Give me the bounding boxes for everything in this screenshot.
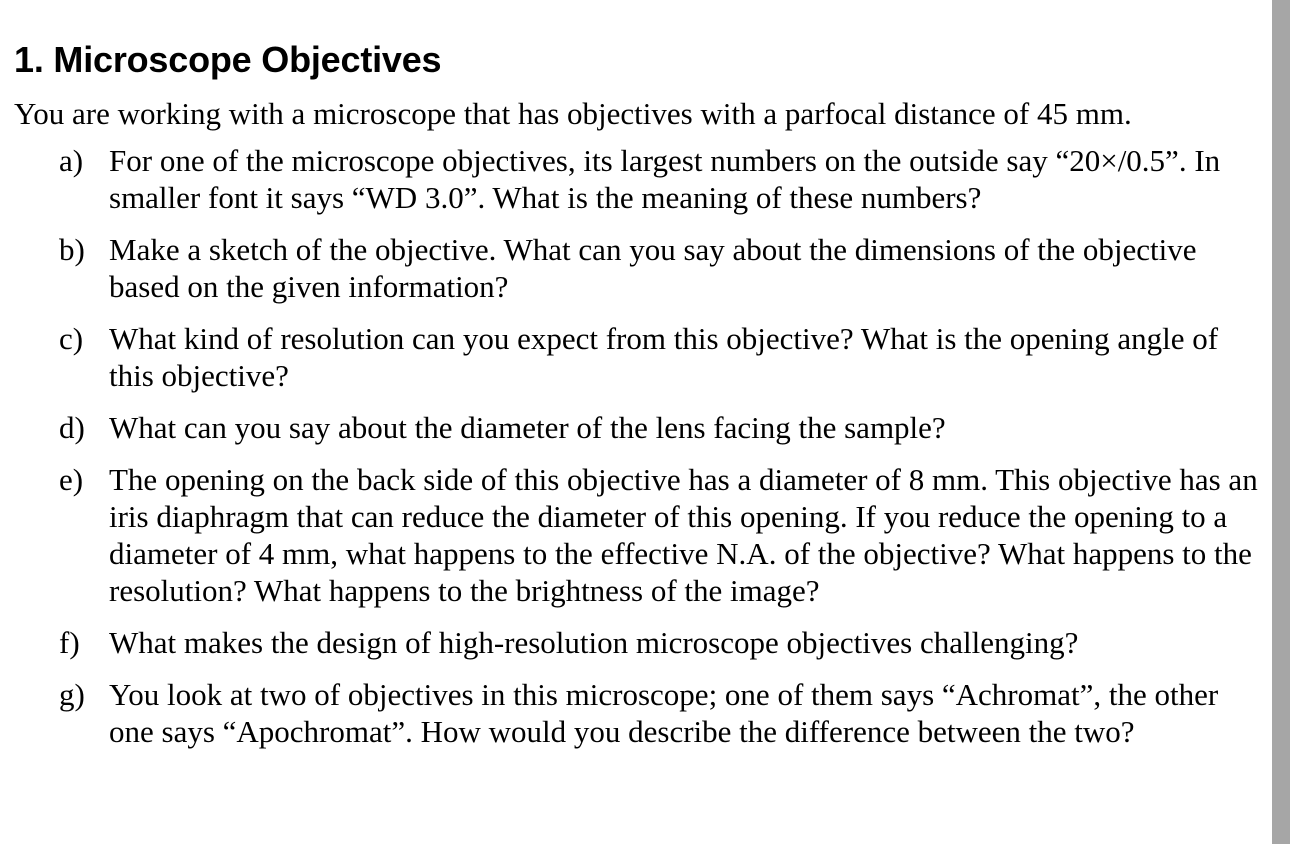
question-list: [14, 142, 1264, 750]
question-text: What kind of resolution can you expect from this objective? What is the opening angle of this objective?: [109, 321, 1219, 393]
document-content: [14, 38, 1264, 765]
question-text: What can you say about the diameter of the lens facing the sample?: [109, 410, 946, 445]
question-marker: a): [59, 143, 84, 178]
question-item-d: [14, 409, 1264, 446]
question-item-c: [14, 320, 1264, 394]
question-item-e: [14, 461, 1264, 609]
question-marker: f): [59, 625, 80, 660]
question-text: What makes the design of high-resolution microscope objectives challenging?: [109, 625, 1079, 660]
vertical-scrollbar[interactable]: [1272, 0, 1290, 844]
question-marker: g): [59, 677, 85, 712]
question-text: The opening on the back side of this objective has a diameter of 8 mm. This objective has an iris diaphragm that can reduce the diameter of this opening. If you reduce the opening to a diameter of 4 mm, what happens to the effective N.A. of the objective? What happens to the resolution? What happens to the brightness of the image?: [109, 462, 1258, 608]
question-marker: b): [59, 232, 85, 267]
question-marker: e): [59, 462, 84, 497]
question-item-b: [14, 231, 1264, 305]
question-item-f: [14, 624, 1264, 661]
question-text: You look at two of objectives in this microscope; one of them says “Achromat”, the other one says “Apochromat”. How would you describe the difference between the two?: [109, 677, 1219, 749]
question-marker: c): [59, 321, 84, 356]
section-intro: You are working with a microscope that has objectives with a parfocal distance of 45 mm.: [14, 96, 1132, 131]
question-text: For one of the microscope objectives, its largest numbers on the outside say “20×/0.5”. In smaller font it says “WD 3.0”. What is the meaning of these numbers?: [109, 143, 1221, 215]
section-title: 1. Microscope Objectives: [14, 39, 442, 80]
question-item-g: [14, 676, 1264, 750]
question-marker: d): [59, 410, 85, 445]
question-item-a: [14, 142, 1264, 216]
question-text: Make a sketch of the objective. What can you say about the dimensions of the objective based on the given information?: [109, 232, 1197, 304]
